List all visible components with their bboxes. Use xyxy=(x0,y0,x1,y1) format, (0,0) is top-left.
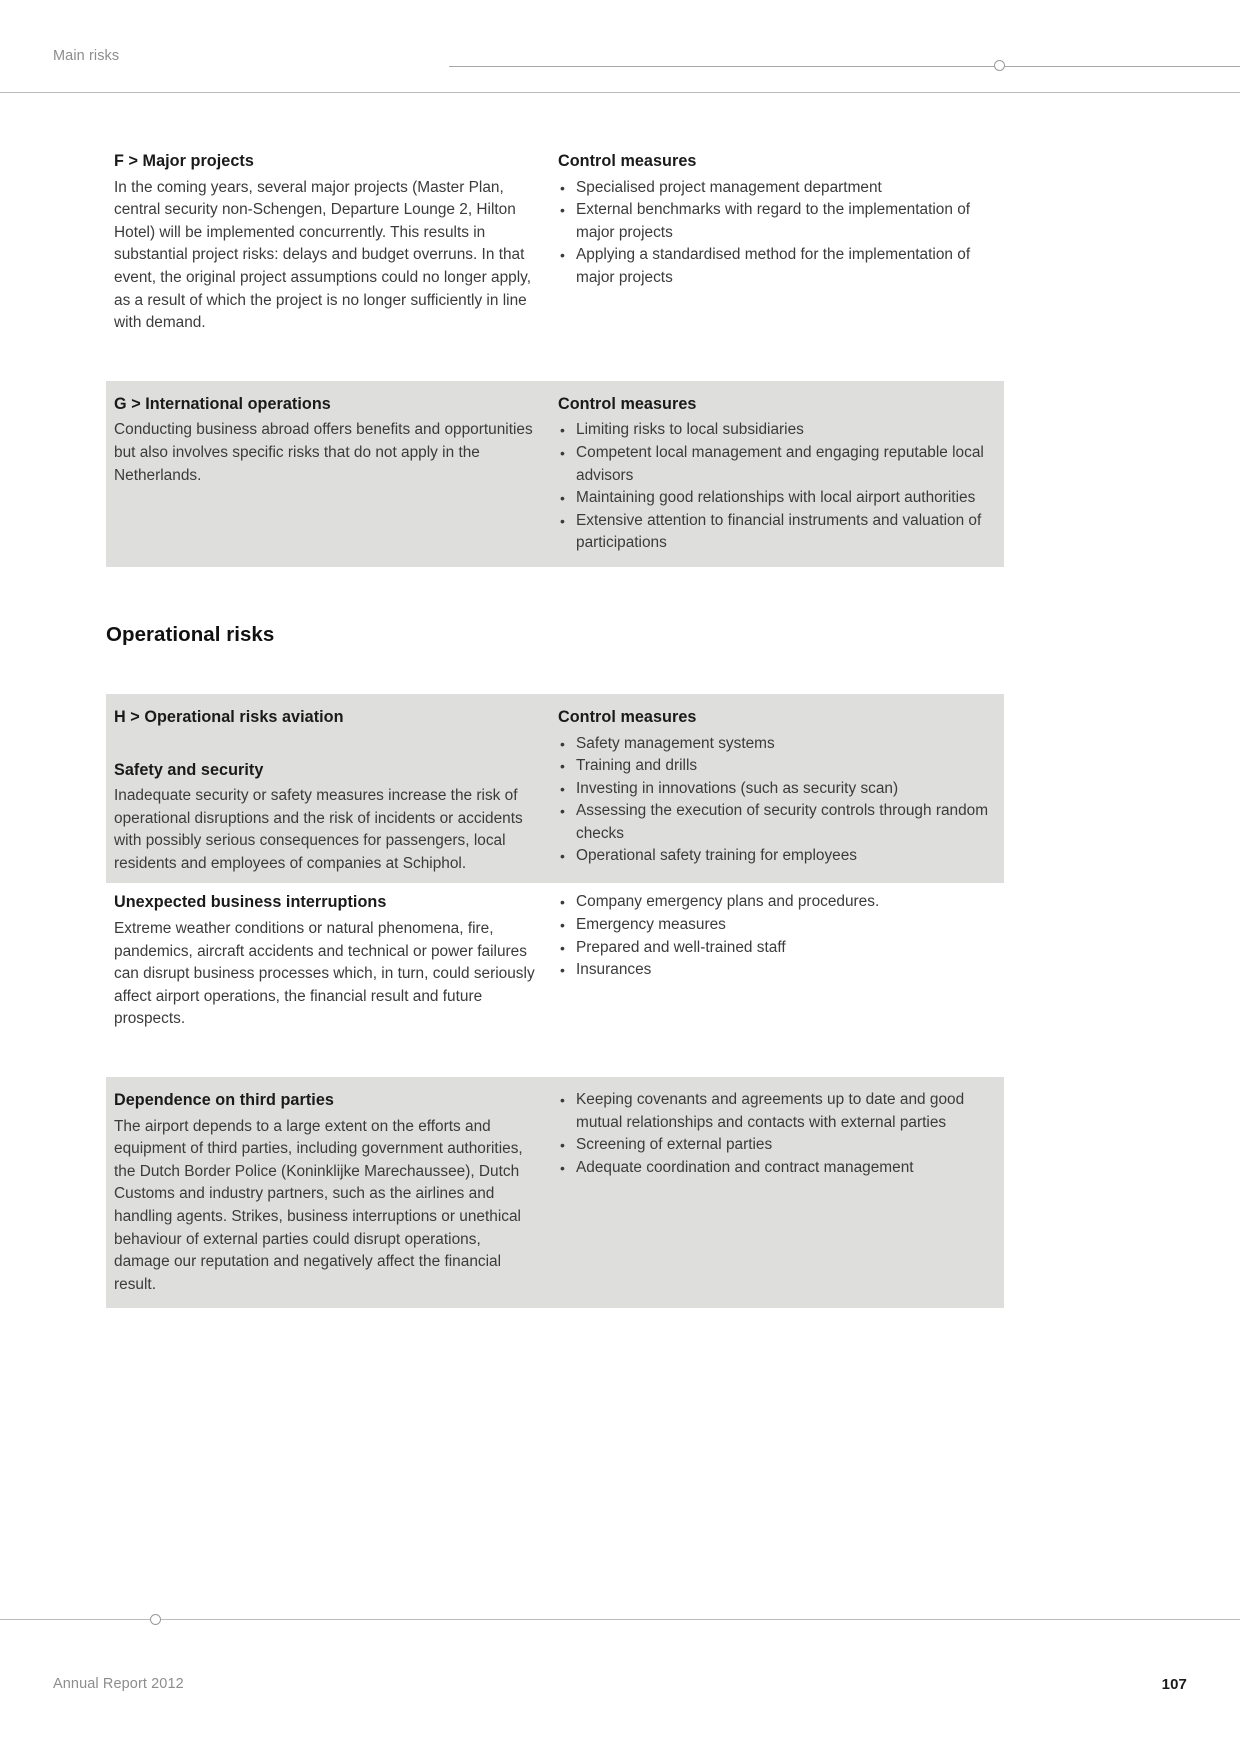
risk-block-international-operations xyxy=(106,381,1004,567)
risk-subsection-title: Dependence on third parties xyxy=(114,1091,334,1110)
list-item: • Operational safety training for employees xyxy=(558,845,992,868)
risk-description-column xyxy=(106,150,558,335)
list-item: • Limiting risks to local subsidiaries xyxy=(558,419,992,442)
risk-subsection-title: Unexpected business interruptions xyxy=(114,893,387,912)
risk-description-column xyxy=(106,891,558,1031)
page-footer xyxy=(0,1614,1240,1754)
list-item: • Assessing the execution of security controls through random checks xyxy=(558,800,992,845)
risk-block-title: F > Major projects xyxy=(114,152,254,170)
control-measures-column xyxy=(558,393,1004,555)
page-header xyxy=(0,48,1240,90)
spacer xyxy=(106,1031,1004,1077)
header-circle-marker-icon xyxy=(994,60,1005,71)
spacer xyxy=(114,729,536,759)
list-item: • Prepared and well-trained staff xyxy=(558,937,992,960)
risk-description-column xyxy=(106,393,558,555)
page-section-heading: Operational risks xyxy=(106,622,275,646)
control-measures-column xyxy=(558,891,1004,1031)
control-measures-column xyxy=(558,706,1004,876)
spacer xyxy=(106,648,1004,694)
risk-block-body: Inadequate security or safety measures increase the risk of operational disruptions and the risk of incidents or accidents with possibly serious consequences for passengers, local residents and employees of companies at Schiphol. xyxy=(114,787,523,872)
header-rule xyxy=(449,66,1240,67)
list-item: • Emergency measures xyxy=(558,914,992,937)
risk-block-body: Extreme weather conditions or natural phenomena, fire, pandemics, aircraft accidents and technical or power failures can disrupt business processes which, in turn, could seriously affect airport operations, the financial result and future prospects. xyxy=(114,920,535,1028)
list-item: • Keeping covenants and agreements up to date and good mutual relationships and contacts with external parties xyxy=(558,1089,992,1134)
list-item: • Training and drills xyxy=(558,755,992,778)
risk-block-major-projects xyxy=(106,150,1004,335)
risk-block-body: Conducting business abroad offers benefits and opportunities but also involves specific risks that do not apply in the Netherlands. xyxy=(114,421,533,484)
control-measures-list xyxy=(558,733,992,869)
page-number: 107 xyxy=(1161,1676,1187,1693)
footer-circle-marker-icon xyxy=(150,1614,161,1625)
risk-description-column xyxy=(106,706,558,876)
risk-subsection-title: Safety and security xyxy=(114,760,264,779)
list-item: • Extensive attention to financial instruments and valuation of participations xyxy=(558,510,992,555)
risk-block-title: H > Operational risks aviation xyxy=(114,707,344,726)
footer-report-label: Annual Report 2012 xyxy=(53,1676,184,1692)
list-item: • Safety management systems xyxy=(558,733,992,756)
list-item: • Applying a standardised method for the implementation of major projects xyxy=(558,244,992,289)
spacer xyxy=(106,567,1004,622)
running-header-title: Main risks xyxy=(53,48,120,64)
control-measures-list xyxy=(558,419,992,555)
list-item: • Insurances xyxy=(558,959,992,982)
list-item: • External benchmarks with regard to the implementation of major projects xyxy=(558,199,992,244)
risk-block-operational-aviation-safety xyxy=(106,694,1004,884)
control-measures-column xyxy=(558,1089,1004,1296)
control-measures-list xyxy=(558,891,992,981)
control-measures-list xyxy=(558,177,992,290)
list-item: • Investing in innovations (such as security scan) xyxy=(558,778,992,801)
list-item: • Adequate coordination and contract management xyxy=(558,1157,992,1180)
list-item: • Company emergency plans and procedures. xyxy=(558,891,992,914)
footer-rule xyxy=(0,1619,1240,1620)
control-measures-title: Control measures xyxy=(558,394,697,413)
spacer xyxy=(106,335,1004,381)
list-item: • Specialised project management department xyxy=(558,177,992,200)
list-item: • Competent local management and engaging reputable local advisors xyxy=(558,442,992,487)
control-measures-title: Control measures xyxy=(558,152,697,170)
risk-block-title: G > International operations xyxy=(114,394,331,413)
risk-block-body: In the coming years, several major projects (Master Plan, central security non-Schengen, Departure Lounge 2, Hilton Hotel) will be implemented concurrently. This results in substantial project risks: delays and budget overruns. In that event, the original project assumptions could no longer apply, as a result of which the project is no longer sufficiently in line with demand. xyxy=(114,178,531,332)
risk-block-business-interruptions xyxy=(106,883,1004,1031)
control-measures-list xyxy=(558,1089,992,1179)
risk-block-third-parties xyxy=(106,1077,1004,1308)
list-item: • Screening of external parties xyxy=(558,1134,992,1157)
risk-description-column xyxy=(106,1089,558,1296)
control-measures-column xyxy=(558,150,1004,335)
header-divider xyxy=(0,92,1240,93)
page-content xyxy=(106,150,1004,1308)
control-measures-title: Control measures xyxy=(558,707,697,726)
list-item: • Maintaining good relationships with local airport authorities xyxy=(558,487,992,510)
risk-block-body: The airport depends to a large extent on the efforts and equipment of third parties, including government authorities, the Dutch Border Police (Koninklijke Marechaussee), Dutch Customs and industry partners, such as the airlines and handling agents. Strikes, business interruptions or unethical behaviour of external parties could disrupt operations, damage our reputation and negatively affect the financial result. xyxy=(114,1117,523,1293)
